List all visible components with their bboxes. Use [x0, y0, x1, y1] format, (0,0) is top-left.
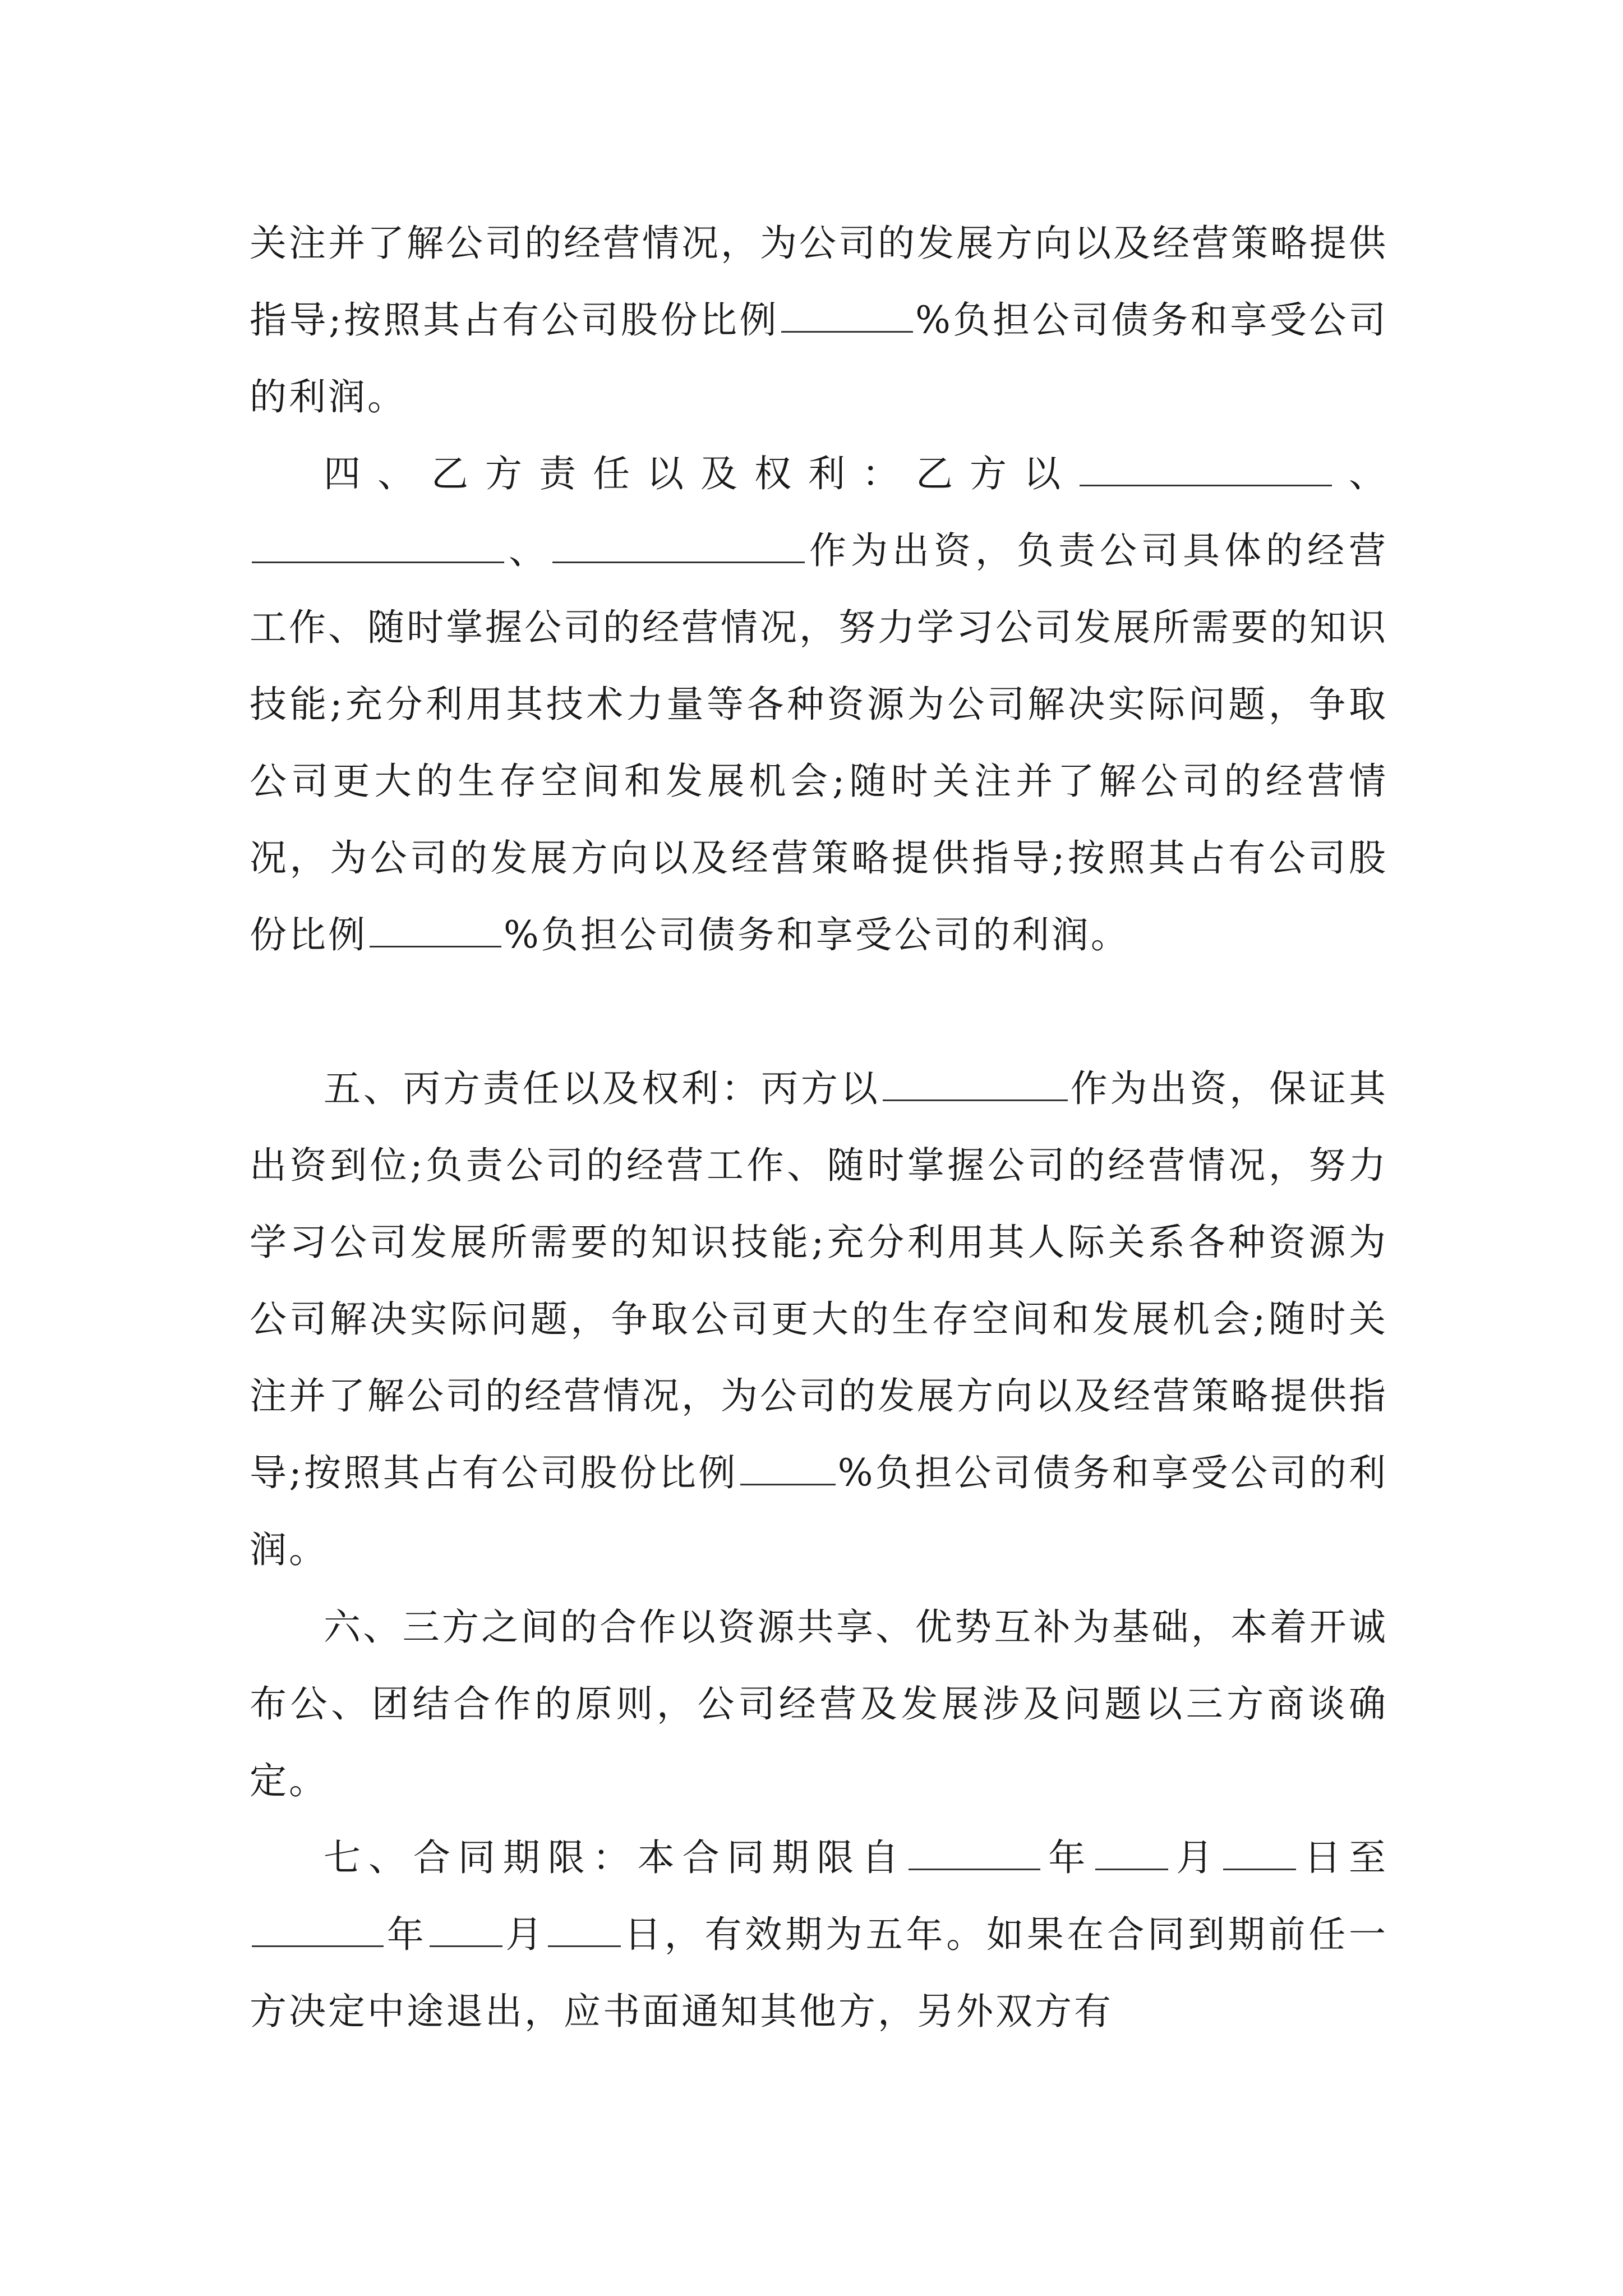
end-day-blank[interactable]: [548, 1910, 621, 1947]
paragraph-5-text: [250, 1050, 1388, 1588]
paragraph-3-tail: %负担公司债务和享受公司的利润。: [250, 298, 1388, 418]
paragraph-5-tail: %负担公司债务和享受公司的利润。: [250, 1451, 1388, 1571]
year-label: 年: [1043, 1836, 1094, 1879]
end-year-blank[interactable]: [252, 1910, 384, 1947]
separator: 、: [1334, 452, 1388, 495]
paragraph-4: [250, 435, 1388, 973]
paragraph-3-text: [250, 205, 1388, 435]
paragraph-4-body: 作为出资，负责公司具体的经营工作、随时掌握公司的经营情况，努力学习公司发展所需要的知识技能;充分利用其技术力量等各种资源为公司解决实际问题，争取公司更大的生存空间和发展机会;随时关注并了解公司的经营情况，为公司的发展方向以及经营策略提供指导;按照其占有公司股份比例: [250, 529, 1388, 956]
paragraph-4-tail: %负担公司债务和享受公司的利润。: [504, 913, 1130, 956]
paragraph-3-continued: [250, 205, 1388, 435]
end-month-blank[interactable]: [430, 1910, 502, 1947]
paragraph-7-tail: 日，有效期为五年。如果在合同到期前任一方决定中途退出，应书面通知其他方，另外双方有: [250, 1913, 1389, 2033]
contribution-blank[interactable]: [883, 1064, 1068, 1101]
start-year-blank[interactable]: [909, 1833, 1040, 1870]
start-month-blank[interactable]: [1095, 1833, 1168, 1870]
paragraph-5-lead: 五、丙方责任以及权利：丙方以: [324, 1067, 880, 1110]
share-percent-blank[interactable]: [781, 296, 913, 333]
paragraph-4-lead: 四、乙方责任以及权利：乙方以: [324, 452, 1077, 495]
paragraph-5: [250, 1050, 1388, 1588]
year-label: 年: [386, 1913, 427, 1956]
month-label: 月: [1170, 1836, 1221, 1879]
day-label: 日: [1298, 1836, 1349, 1879]
paragraph-6-text: 六、三方之间的合作以资源共享、优势互补为基础，本着开诚布公、团结合作的原则，公司经营及发展涉及问题以三方商谈确定。: [250, 1605, 1388, 1802]
paragraph-5-body: 作为出资，保证其出资到位;负责公司的经营工作、随时掌握公司的经营情况，努力学习公司发展所需要的知识技能;充分利用其人际关系各种资源为公司解决实际问题，争取公司更大的生存空间和发展机会;随时关注并了解公司的经营情况，为公司的发展方向以及经营策略提供指导;按照其占有公司股份比例: [250, 1067, 1389, 1494]
share-percent-blank[interactable]: [370, 910, 501, 947]
paragraph-6: [250, 1589, 1388, 1819]
contribution-blank-2[interactable]: [252, 526, 504, 563]
share-percent-blank[interactable]: [740, 1448, 836, 1485]
paragraph-7-text: [250, 1819, 1388, 2050]
contribution-blank-3[interactable]: [552, 526, 805, 563]
start-day-blank[interactable]: [1223, 1833, 1296, 1870]
contribution-blank-1[interactable]: [1080, 449, 1332, 486]
month-label: 月: [504, 1913, 546, 1956]
separator: 、: [506, 529, 550, 572]
paragraph-7: [250, 1819, 1388, 2050]
paragraph-7-lead: 七、合同期限：本合同期限自: [324, 1836, 907, 1879]
paragraph-3-line: 关注并了解公司的经营情况，为公司的发展方向以及经营策略提供指导;按照其占有公司股份比例: [250, 222, 1388, 342]
to-label: 至: [1349, 1836, 1389, 1879]
paragraph-4-text: [250, 435, 1388, 973]
